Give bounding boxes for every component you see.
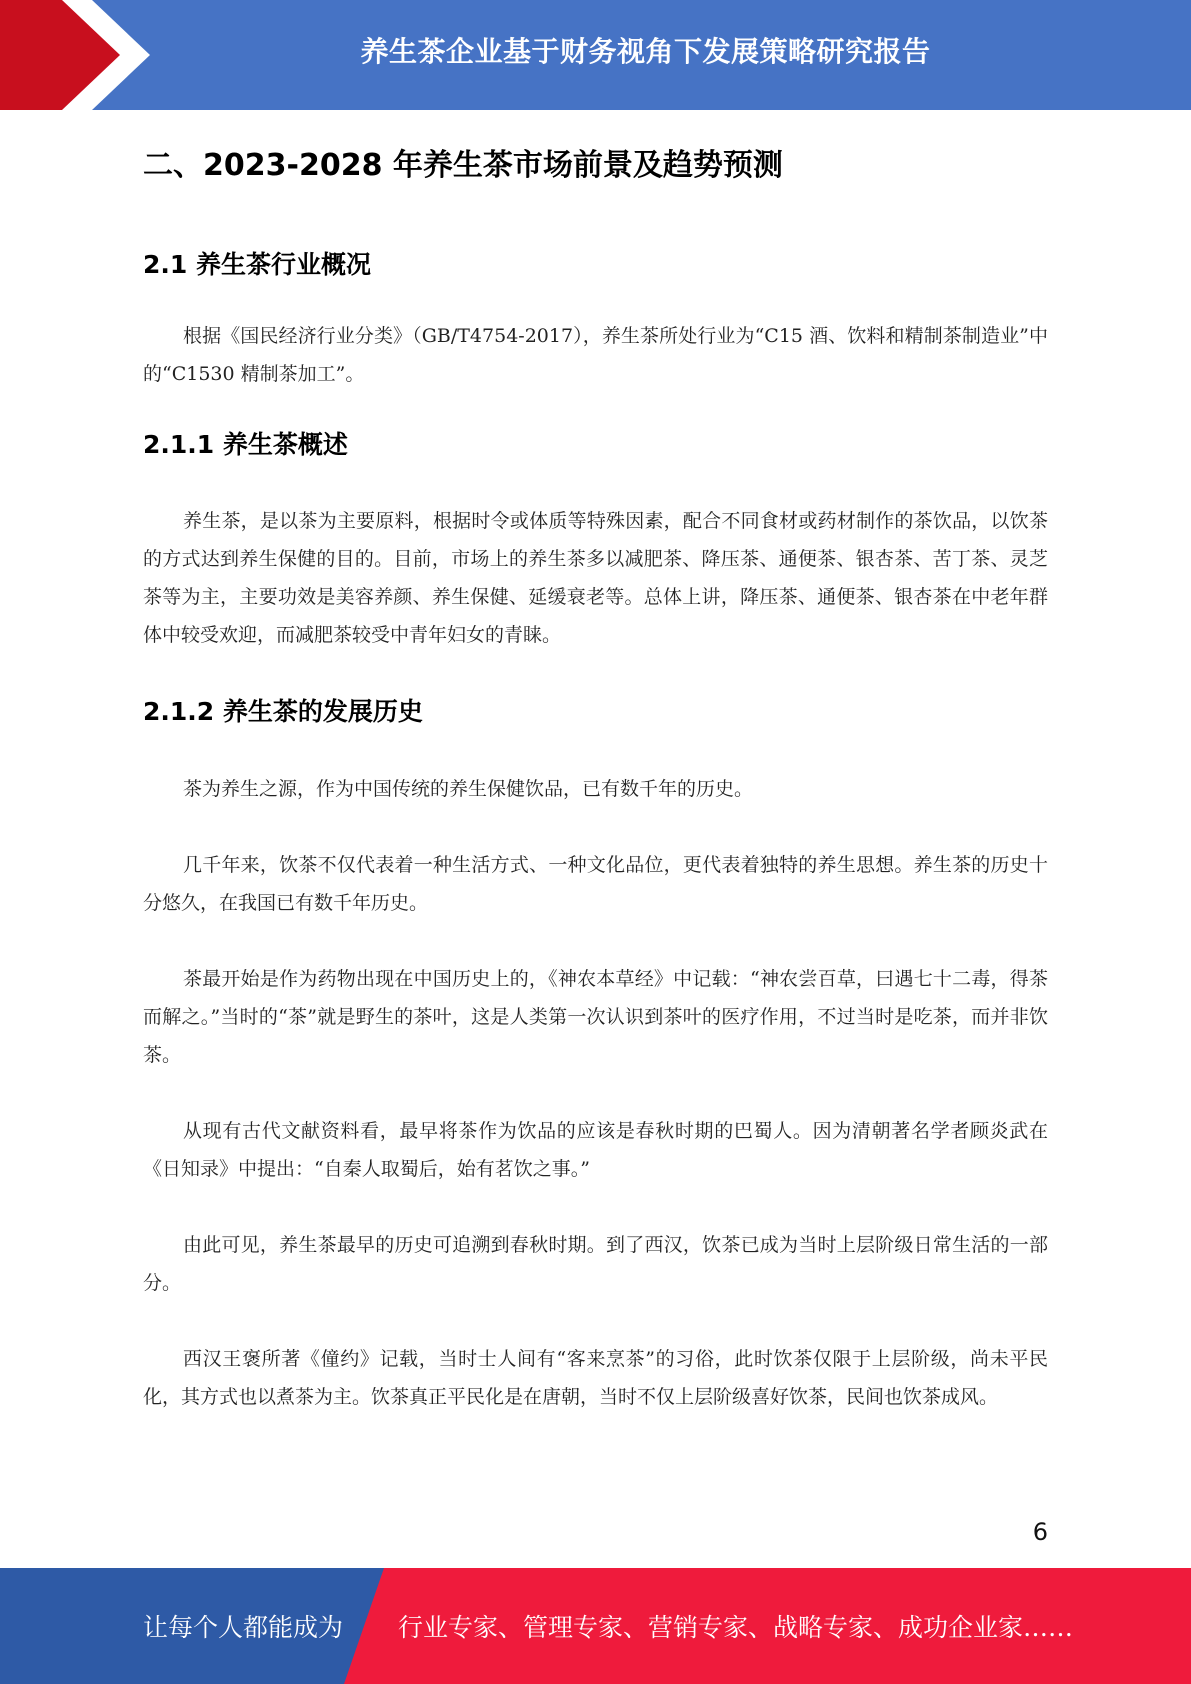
section-2-1-paragraph: 根据《国民经济行业分类》（GB/T4754-2017），养生茶所处行业为“C15 酒、饮料和精制茶制造业”中的“C1530 精制茶加工”。 xyxy=(143,325,1048,385)
page-number: 6 xyxy=(1032,1518,1048,1546)
history-paragraph-1: 茶为养生之源，作为中国传统的养生保健饮品，已有数千年的历史。 xyxy=(183,778,754,800)
footer-slogan-right: 行业专家、管理专家、营销专家、战略专家、成功企业家…… xyxy=(398,1613,1074,1642)
page-header xyxy=(0,0,1191,110)
history-paragraph-6: 西汉王褒所著《僮约》记载，当时士人间有“客来烹茶”的习俗，此时饮茶仅限于上层阶级，尚未平民化，其方式也以煮茶为主。饮茶真正平民化是在唐朝，当时不仅上层阶级喜好饮茶，民间也饮茶成风。 xyxy=(143,1348,1048,1408)
header-title: 养生茶企业基于财务视角下发展策略研究报告 xyxy=(360,35,931,68)
chapter-title: 二、2023-2028 年养生茶市场前景及趋势预测 xyxy=(143,148,783,183)
page-footer xyxy=(0,1568,1191,1684)
section-2-1-title: 2.1 养生茶行业概况 xyxy=(143,250,371,279)
section-2-1-2-title: 2.1.2 养生茶的发展历史 xyxy=(143,697,423,726)
footer-slogan-left: 让每个人都能成为 xyxy=(143,1613,344,1642)
section-2-1-1-title: 2.1.1 养生茶概述 xyxy=(143,430,348,459)
history-paragraph-2: 几千年来，饮茶不仅代表着一种生活方式、一种文化品位，更代表着独特的养生思想。养生茶的历史十分悠久，在我国已有数千年历史。 xyxy=(143,854,1048,914)
history-paragraph-4: 从现有古代文献资料看，最早将茶作为饮品的应该是春秋时期的巴蜀人。因为清朝著名学者顾炎武在《日知录》中提出：“自秦人取蜀后，始有茗饮之事。” xyxy=(143,1120,1048,1180)
history-paragraph-3: 茶最开始是作为药物出现在中国历史上的，《神农本草经》中记载：“神农尝百草，曰遇七十二毒，得茶而解之。”当时的“茶”就是野生的茶叶，这是人类第一次认识到茶叶的医疗作用，不过当时是吃茶，而并非饮茶。 xyxy=(143,968,1048,1066)
history-paragraph-5: 由此可见，养生茶最早的历史可追溯到春秋时期。到了西汉，饮茶已成为当时上层阶级日常生活的一部分。 xyxy=(143,1234,1048,1294)
section-2-1-1-paragraph: 养生茶，是以茶为主要原料，根据时令或体质等特殊因素，配合不同食材或药材制作的茶饮品，以饮茶的方式达到养生保健的目的。目前，市场上的养生茶多以减肥茶、降压茶、通便茶、银杏茶、苦丁茶、灵芝茶等为主，主要功效是美容养颜、养生保健、延缓衰老等。总体上讲，降压茶、通便茶、银杏茶在中老年群体中较受欢迎，而减肥茶较受中青年妇女的青睐。 xyxy=(143,510,1048,646)
